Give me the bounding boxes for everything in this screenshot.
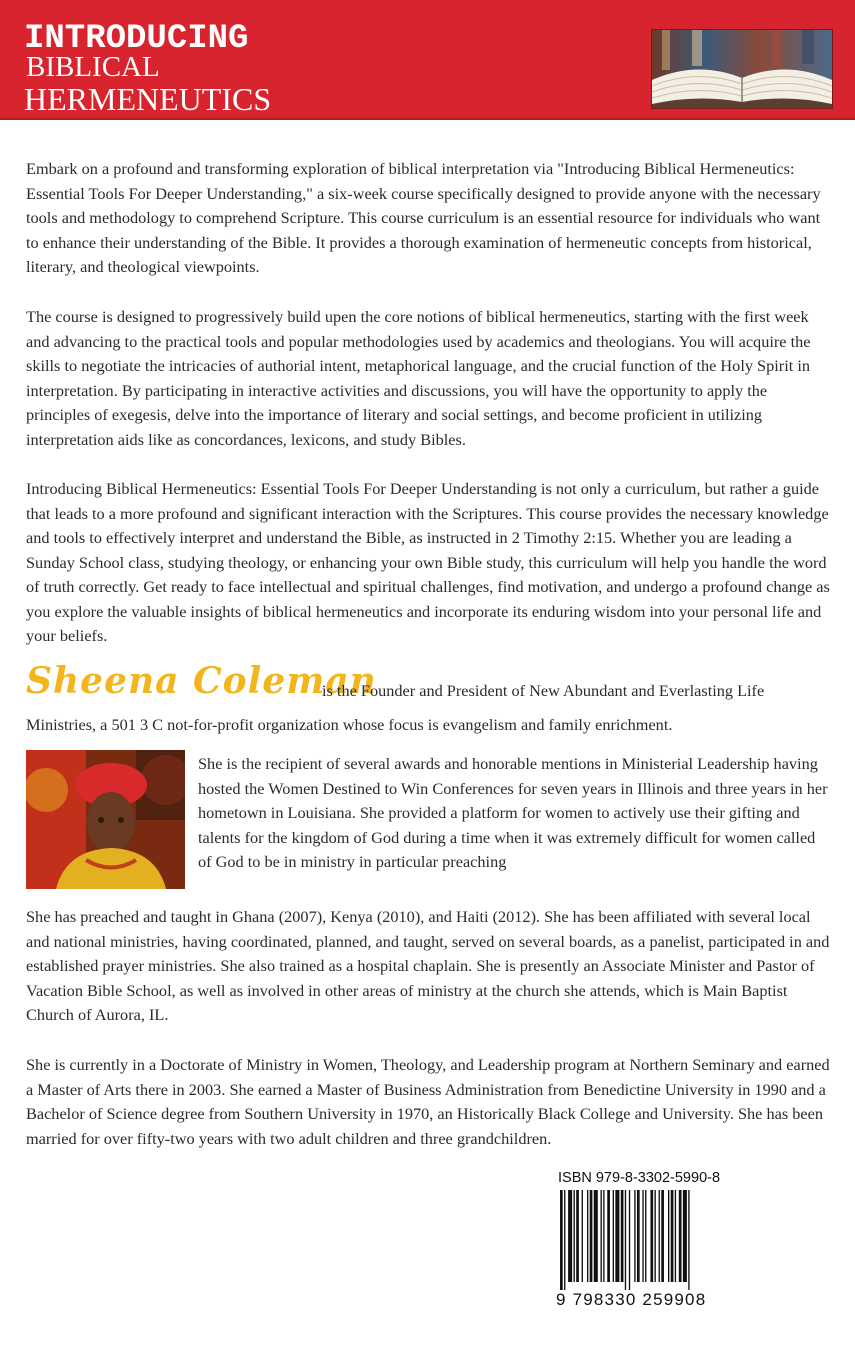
barcode-bar (625, 1190, 626, 1290)
paragraph-text: She has preached and taught in Ghana (2007), Kenya (2010), and Haiti (2012). She has been affiliated with several local and national ministries, having coordinated, planned, and taught, served on several boards, as a panelist, participated in and established prayer ministries. She also trained as a hospital chaplain. She is presently an Associate Minister and Pastor of Vacation Bible School, as well as involved in other areas of ministry at the church she attends, which is Main Baptist Church of Aurora, IL. (26, 907, 830, 1024)
author-intro-line-1: is the Founder and President of New Abundant and Everlasting Life (322, 681, 765, 700)
barcode-bar (634, 1190, 635, 1282)
barcode-bar (615, 1190, 619, 1282)
header-banner (0, 0, 855, 120)
barcode-bar (594, 1190, 598, 1282)
paragraph-text: Introducing Biblical Hermeneutics: Essential Tools For Deeper Understanding is not only a curriculum, but rather a guide that leads to a more profound and significant interaction with the Scriptures. This course provides the necessary knowledge and tools to effectively interpret and understand the Bible, as instructed in 2 Timothy 2:15. Whether you are leading a Sunday School class, studying theology, or enhancing your own Bible study, this curriculum will help you handle the word of truth correctly. Get ready to face intellectual and spiritual challenges, find motivation, and undergo a profound change as you explore the valuable insights of biblical hermeneutics and incorporate its enduring wisdom into your personal life and your beliefs. (26, 479, 830, 645)
title-line-3: HERMENEUTICS (24, 81, 272, 117)
paragraph-text: She is currently in a Doctorate of Ministry in Women, Theology, and Leadership program at Northern Seminary and earned a Master of Arts there in 2003. She earned a Master of Business Administration from Benedictine University in 1990 and a Bachelor of Science degree from Southern University in 1970, an Historically Black College and University. She has been married for over fifty-two years with two adult children and three grandchildren. (26, 1055, 830, 1148)
barcode-bar (621, 1190, 624, 1282)
barcode-bar (560, 1190, 563, 1290)
paragraph-text: The course is designed to progressively build upen the core notions of biblical hermeneutics, starting with the first week and advancing to the practical tools and popular methodologies used by academics and theologians. You will acquire the skills to negotiate the intricacies of authorial intent, metaphorical language, and the crucial function of the Holy Spirit in interpretation. By participating in interactive activities and discussions, you will have the opportunity to apply the principles of exegesis, delve into the importance of literary and social settings, and become proficient in utilizing interpretation aids like as concordances, lexicons, and study Bibles. (26, 307, 811, 449)
intro-paragraph-1 (26, 157, 831, 280)
author-bio-paragraph-2 (26, 905, 831, 1028)
paragraph-text: She is the recipient of several awards and honorable mentions in Ministerial Leadership having hosted the Women Destined to Win Conferences for seven years in Illinois and three years in her hometown in Louisiana. She provided a platform for women to actively use their gifting and talents for the kingdom of God during a time when it was extremely difficult for women called of God to be in ministry in particular preaching (198, 754, 828, 871)
barcode-bar (601, 1190, 602, 1282)
barcode-bar (655, 1190, 656, 1282)
barcode-bar (576, 1190, 579, 1282)
barcode-bar (564, 1190, 565, 1290)
author-intro-line-2: Ministries, a 501 3 C not-for-profit organization whose focus is evangelism and family enrichment. (26, 715, 673, 734)
barcode-bar (587, 1190, 588, 1282)
author-bio-paragraph-3 (26, 1053, 831, 1151)
title-line-1: INTRODUCING (24, 20, 249, 58)
barcode-bar (603, 1190, 604, 1282)
barcode-bar (688, 1190, 689, 1290)
barcode-bar (661, 1190, 664, 1282)
barcode-bar (568, 1190, 572, 1282)
paragraph-text: Embark on a profound and transforming exploration of biblical interpretation via "Introducing Biblical Hermeneutics: Essential Tools For Deeper Understanding," a six-week course specifically designed to provide anyone with the necessary tools and methodology to comprehend Scripture. This course curriculum is an essential resource for individuals who want to enhance their understanding of the Bible. It provides a thorough examination of hermeneutic concepts from historical, literary, and theological viewpoints. (26, 159, 821, 276)
barcode-bar (607, 1190, 610, 1282)
barcode (560, 1190, 736, 1290)
barcode-bar (613, 1190, 614, 1282)
barcode-bar (668, 1190, 669, 1282)
barcode-bar (590, 1190, 593, 1282)
barcode-bar (650, 1190, 653, 1282)
barcode-bar (574, 1190, 575, 1282)
open-book-image (651, 29, 833, 109)
author-signature: Sheena Coleman (26, 660, 377, 702)
barcode-bar (642, 1190, 643, 1282)
author-bio-beside-photo (198, 752, 831, 875)
barcode-bar (629, 1190, 630, 1290)
barcode-bar (582, 1190, 583, 1282)
barcode-bar (645, 1190, 646, 1282)
author-photo (26, 750, 185, 889)
barcode-bar (659, 1190, 660, 1282)
intro-paragraph-3 (26, 477, 831, 649)
barcode-bar (683, 1190, 687, 1282)
isbn-label: ISBN 979-8-3302-5990-8 (558, 1170, 721, 1186)
barcode-bar (671, 1190, 674, 1282)
barcode-digits: 9 798330 259908 (556, 1290, 707, 1309)
barcode-bar (679, 1190, 682, 1282)
barcode-bar (637, 1190, 640, 1282)
title-line-2: BIBLICAL (26, 51, 160, 83)
barcode-bar (675, 1190, 676, 1282)
intro-paragraph-2 (26, 305, 831, 452)
